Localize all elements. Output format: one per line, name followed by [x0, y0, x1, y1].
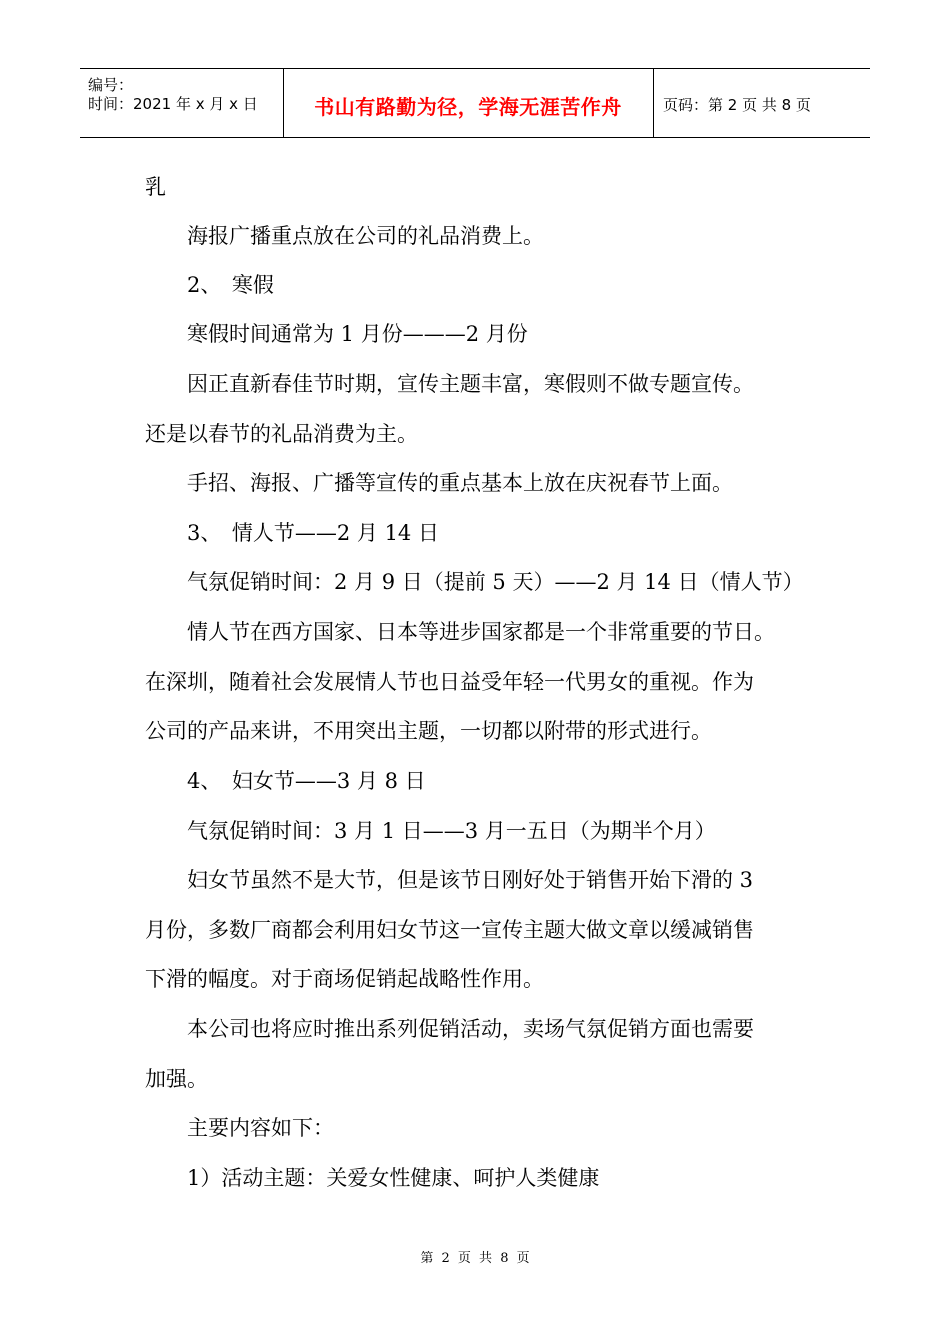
- body-line: 1）活动主题：关爱女性健康、呵护人类健康: [145, 1166, 600, 1190]
- body-line: 公司的产品来讲，不用突出主题，一切都以附带的形式进行。: [145, 719, 712, 743]
- header-motto-cell: [283, 69, 654, 137]
- header-motto: 书山有路勤为径，学海无涯苦作舟: [314, 95, 622, 119]
- body-line: 乳: [145, 175, 166, 199]
- body-line: 本公司也将应时推出系列促销活动，卖场气氛促销方面也需要: [145, 1017, 754, 1041]
- document-header: [80, 68, 870, 138]
- body-line: 2、 寒假: [145, 273, 274, 297]
- body-line: 下滑的幅度。对于商场促销起战略性作用。: [145, 967, 544, 991]
- body-line: 主要内容如下：: [145, 1116, 334, 1140]
- body-line: 因正直新春佳节时期，宣传主题丰富，寒假则不做专题宣传。: [145, 372, 754, 396]
- body-line: 还是以春节的礼品消费为主。: [145, 422, 418, 446]
- body-line: 3、 情人节——2 月 14 日: [145, 521, 439, 545]
- body-line: 月份，多数厂商都会利用妇女节这一宣传主题大做文章以缓减销售: [145, 918, 754, 942]
- body-line: 寒假时间通常为 1 月份———2 月份: [145, 322, 528, 346]
- body-line: 海报广播重点放在公司的礼品消费上。: [145, 224, 544, 248]
- header-page-info: 页码：第 2 页 共 8 页: [663, 96, 811, 114]
- body-line: 情人节在西方国家、日本等进步国家都是一个非常重要的节日。: [145, 620, 775, 644]
- body-line: 气氛促销时间：3 月 1 日——3 月一五日（为期半个月）: [145, 819, 716, 843]
- body-line: 在深圳，随着社会发展情人节也日益受年轻一代男女的重视。作为: [145, 670, 754, 694]
- body-line: 妇女节虽然不是大节，但是该节日刚好处于销售开始下滑的 3: [145, 868, 754, 892]
- body-line: 4、 妇女节——3 月 8 日: [145, 769, 426, 793]
- body-line: 加强。: [145, 1067, 208, 1091]
- body-line: 气氛促销时间：2 月 9 日（提前 5 天）——2 月 14 日（情人节）: [145, 570, 804, 594]
- page-footer: 第 2 页 共 8 页: [420, 1251, 530, 1266]
- document-date: 时间：2021 年 x 月 x 日: [88, 95, 258, 113]
- body-line: 手招、海报、广播等宣传的重点基本上放在庆祝春节上面。: [145, 471, 733, 495]
- header-meta-cell: [80, 69, 284, 137]
- document-number-label: 编号：: [88, 76, 134, 94]
- header-page-cell: [653, 69, 870, 137]
